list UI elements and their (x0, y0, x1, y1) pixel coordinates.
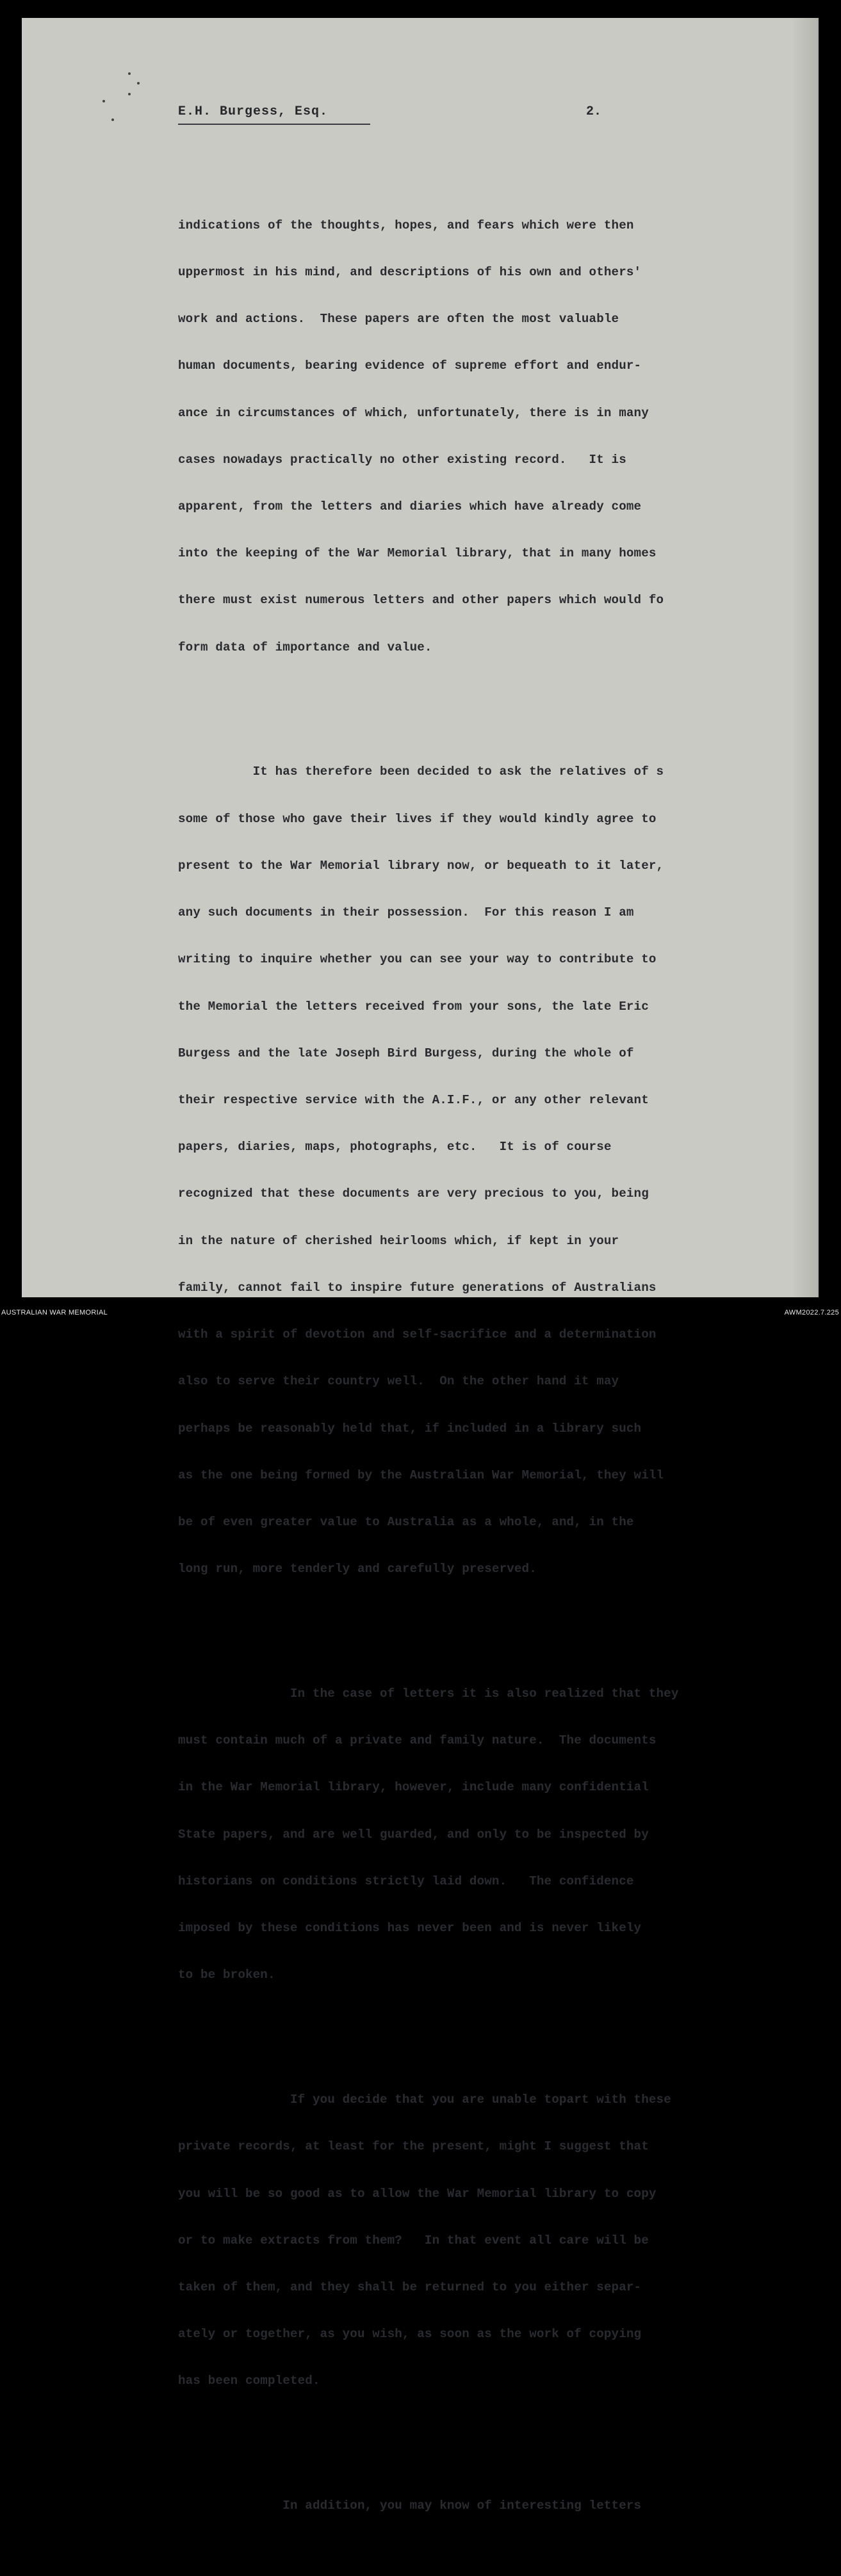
text-line: into the keeping of the War Memorial library, that in many homes (178, 546, 657, 561)
text-line: with a spirit of devotion and self-sacrifice and a determination (178, 1327, 657, 1342)
heading-underline (178, 124, 370, 125)
text-line: there must exist numerous letters and other papers which would fo (178, 593, 664, 608)
text-line: you will be so good as to allow the War Memorial library to copy (178, 2186, 657, 2201)
page-number: 2. (586, 104, 602, 119)
text-line: taken of them, and they shall be returned to you either separ- (178, 2280, 642, 2295)
text-line: historians on conditions strictly laid down. The confidence (178, 1874, 634, 1888)
text-line: to be broken. (178, 1968, 275, 1982)
text-line: be of even greater value to Australia as a whole, and, in the (178, 1514, 634, 1529)
punch-mark (102, 100, 105, 102)
text-line: If you decide that you are unable topart with these (178, 2093, 671, 2107)
text-line: cases nowadays practically no other existing record. It is (178, 452, 626, 467)
text-line: as the one being formed by the Australian War Memorial, they will (178, 1468, 664, 1482)
text-line: In the case of letters it is also realized that they (178, 1687, 679, 1701)
text-line: their respective service with the A.I.F., or any other relevant (178, 1092, 649, 1107)
paragraph-5 (178, 2467, 812, 2545)
punch-mark (128, 72, 131, 75)
text-line: in the War Memorial library, however, include many confidential (178, 1780, 649, 1795)
paragraph-1 (178, 186, 812, 686)
text-line: or to make extracts from them? In that event all care will be (178, 2233, 649, 2248)
text-line: It has therefore been decided to ask the relatives of s (178, 765, 664, 779)
text-line: indications of the thoughts, hopes, and fears which were then (178, 218, 634, 232)
text-line: recognized that these documents are very precious to you, being (178, 1187, 649, 1201)
addressee-heading: E.H. Burgess, Esq. (178, 104, 329, 119)
text-line: writing to inquire whether you can see your way to contribute to (178, 952, 657, 967)
text-line: In addition, you may know of interesting letters (178, 2499, 642, 2513)
letter-body (178, 155, 812, 2576)
text-line: must contain much of a private and family nature. The documents (178, 1733, 657, 1748)
accession-number: AWM2022.7.225 (784, 1309, 839, 1316)
text-line: ately or together, as you wish, as soon as the work of copying (178, 2327, 642, 2342)
text-line: papers, diaries, maps, photographs, etc. It is of course (178, 1140, 612, 1154)
text-line: form data of importance and value. (178, 640, 432, 654)
text-line: ance in circumstances of which, unfortunately, there is in many (178, 405, 649, 420)
text-line: present to the War Memorial library now, or bequeath to it later, (178, 858, 664, 873)
text-line: has been completed. (178, 2374, 320, 2388)
paragraph-4 (178, 2061, 812, 2420)
text-line: human documents, bearing evidence of supreme effort and endur- (178, 359, 642, 373)
punch-mark (111, 118, 114, 121)
text-line: work and actions. These papers are often the most valuable (178, 312, 619, 327)
text-line: in the nature of cherished heirlooms which, if kept in your (178, 1233, 619, 1248)
text-line: also to serve their country well. On the other hand it may (178, 1374, 619, 1389)
archive-credit: AUSTRALIAN WAR MEMORIAL (1, 1309, 108, 1316)
text-line: private records, at least for the present, might I suggest that (178, 2139, 649, 2154)
punch-mark (137, 82, 140, 85)
text-line: some of those who gave their lives if they would kindly agree to (178, 811, 657, 826)
paragraph-3 (178, 1655, 812, 2014)
paragraph-2 (178, 733, 812, 1608)
text-line: uppermost in his mind, and descriptions of his own and others' (178, 264, 642, 279)
text-line: State papers, and are well guarded, and only to be inspected by (178, 1827, 649, 1842)
text-line: any such documents in their possession. For this reason I am (178, 905, 634, 920)
text-line: long run, more tenderly and carefully preserved. (178, 1562, 537, 1576)
text-line: perhaps be reasonably held that, if included in a library such (178, 1421, 642, 1436)
punch-mark (128, 93, 131, 95)
text-line: imposed by these conditions has never been and is never likely (178, 1921, 642, 1936)
text-line: Burgess and the late Joseph Bird Burgess, during the whole of (178, 1046, 634, 1060)
text-line: the Memorial the letters received from your sons, the late Eric (178, 999, 649, 1014)
text-line: family, cannot fail to inspire future generations of Australians (178, 1280, 657, 1295)
text-line: apparent, from the letters and diaries which have already come (178, 499, 642, 514)
